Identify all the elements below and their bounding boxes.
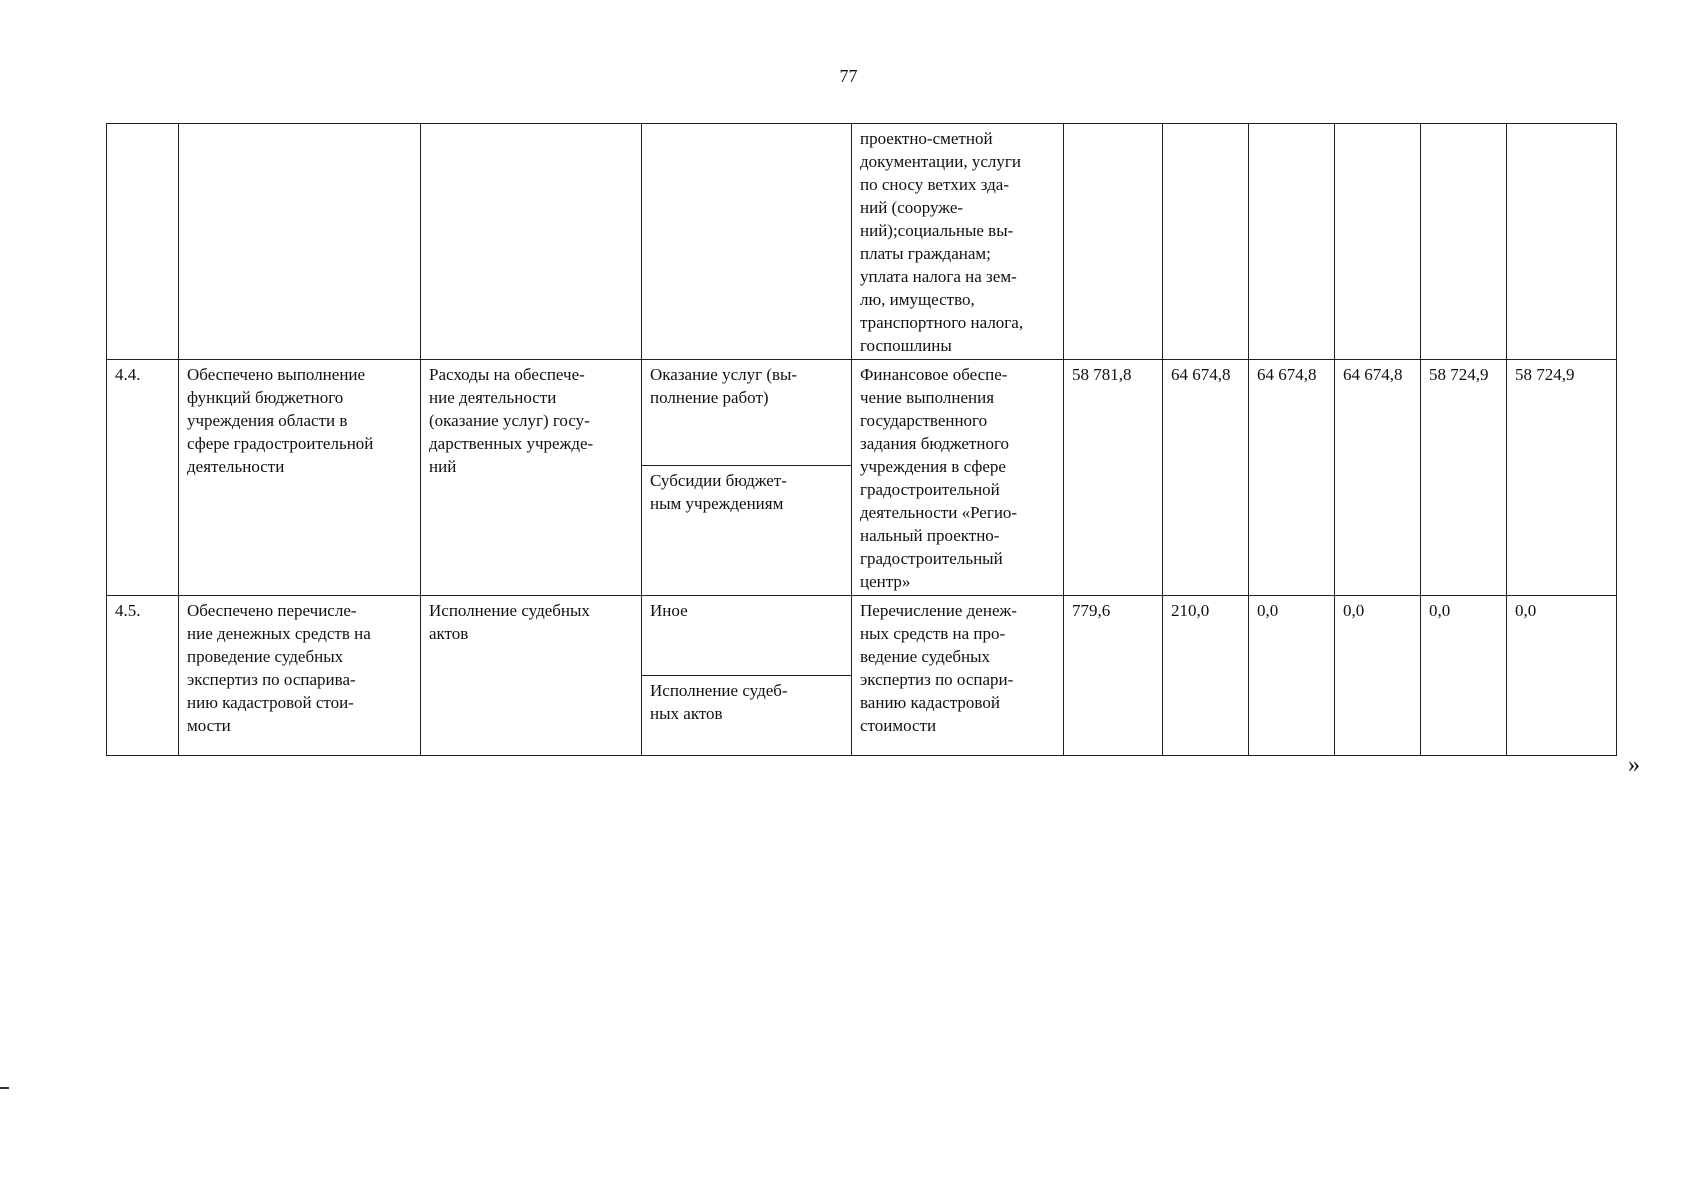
cell-result: Обеспечено перечисле- ние денежных средств на проведение судебных экспертиз по оспарива- нию кадастровой стои- мости — [179, 596, 421, 756]
cell-value: 0,0 — [1249, 596, 1335, 756]
cell-category: Оказание услуг (вы- полнение работ) — [642, 360, 852, 466]
cell-value: 210,0 — [1163, 596, 1249, 756]
cell-value — [1064, 124, 1163, 360]
cell-value: 58 781,8 — [1064, 360, 1163, 596]
cell-value: 0,0 — [1421, 596, 1507, 756]
cell-category: Иное — [642, 596, 852, 676]
cell-value: 64 674,8 — [1249, 360, 1335, 596]
budget-table — [106, 123, 1617, 756]
cell-value: 0,0 — [1335, 596, 1421, 756]
cell-index — [107, 124, 179, 360]
cell-expense-type: Расходы на обеспече- ние деятельности (оказание услуг) госу- дарственных учрежде- ний — [421, 360, 642, 596]
cell-value: 64 674,8 — [1335, 360, 1421, 596]
cell-expense-type — [421, 124, 642, 360]
cell-description: Финансовое обеспе- чение выполнения государственного задания бюджетного учреждения в сфере градостроительной деятельности «Регио- нальный проектно- градостроительный центр» — [852, 360, 1064, 596]
cell-result — [179, 124, 421, 360]
cell-value: 779,6 — [1064, 596, 1163, 756]
cell-value — [1421, 124, 1507, 360]
cell-index: 4.5. — [107, 596, 179, 756]
cell-category: Исполнение судеб- ных актов — [642, 676, 852, 756]
cell-value — [1249, 124, 1335, 360]
page-number: 77 — [839, 66, 858, 86]
cell-value: 0,0 — [1507, 596, 1617, 756]
cell-value: 64 674,8 — [1163, 360, 1249, 596]
cell-description: проектно-сметной документации, услуги по сносу ветхих зда- ний (сооруже- ний);социальные вы- платы гражданам; уплата налога на зем- лю, имущество, транспортного налога, госпошлины — [852, 124, 1064, 360]
cell-category: Субсидии бюджет- ным учреждениям — [642, 465, 852, 595]
closing-quote-mark: » — [1628, 752, 1640, 778]
cell-value: 58 724,9 — [1507, 360, 1617, 596]
margin-dash — [0, 1087, 9, 1089]
cell-value — [1163, 124, 1249, 360]
cell-result: Обеспечено выполнение функций бюджетного учреждения области в сфере градостроительной деятельности — [179, 360, 421, 596]
cell-value — [1335, 124, 1421, 360]
cell-category — [642, 124, 852, 360]
cell-value — [1507, 124, 1617, 360]
table-row-4-4 — [107, 360, 1617, 466]
cell-value: 58 724,9 — [1421, 360, 1507, 596]
table-row-continuation — [107, 124, 1617, 360]
cell-description: Перечисление денеж- ных средств на про- ведение судебных экспертиз по оспари- ванию кадастровой стоимости — [852, 596, 1064, 756]
cell-index: 4.4. — [107, 360, 179, 596]
table-row-4-5 — [107, 596, 1617, 676]
cell-expense-type: Исполнение судебных актов — [421, 596, 642, 756]
